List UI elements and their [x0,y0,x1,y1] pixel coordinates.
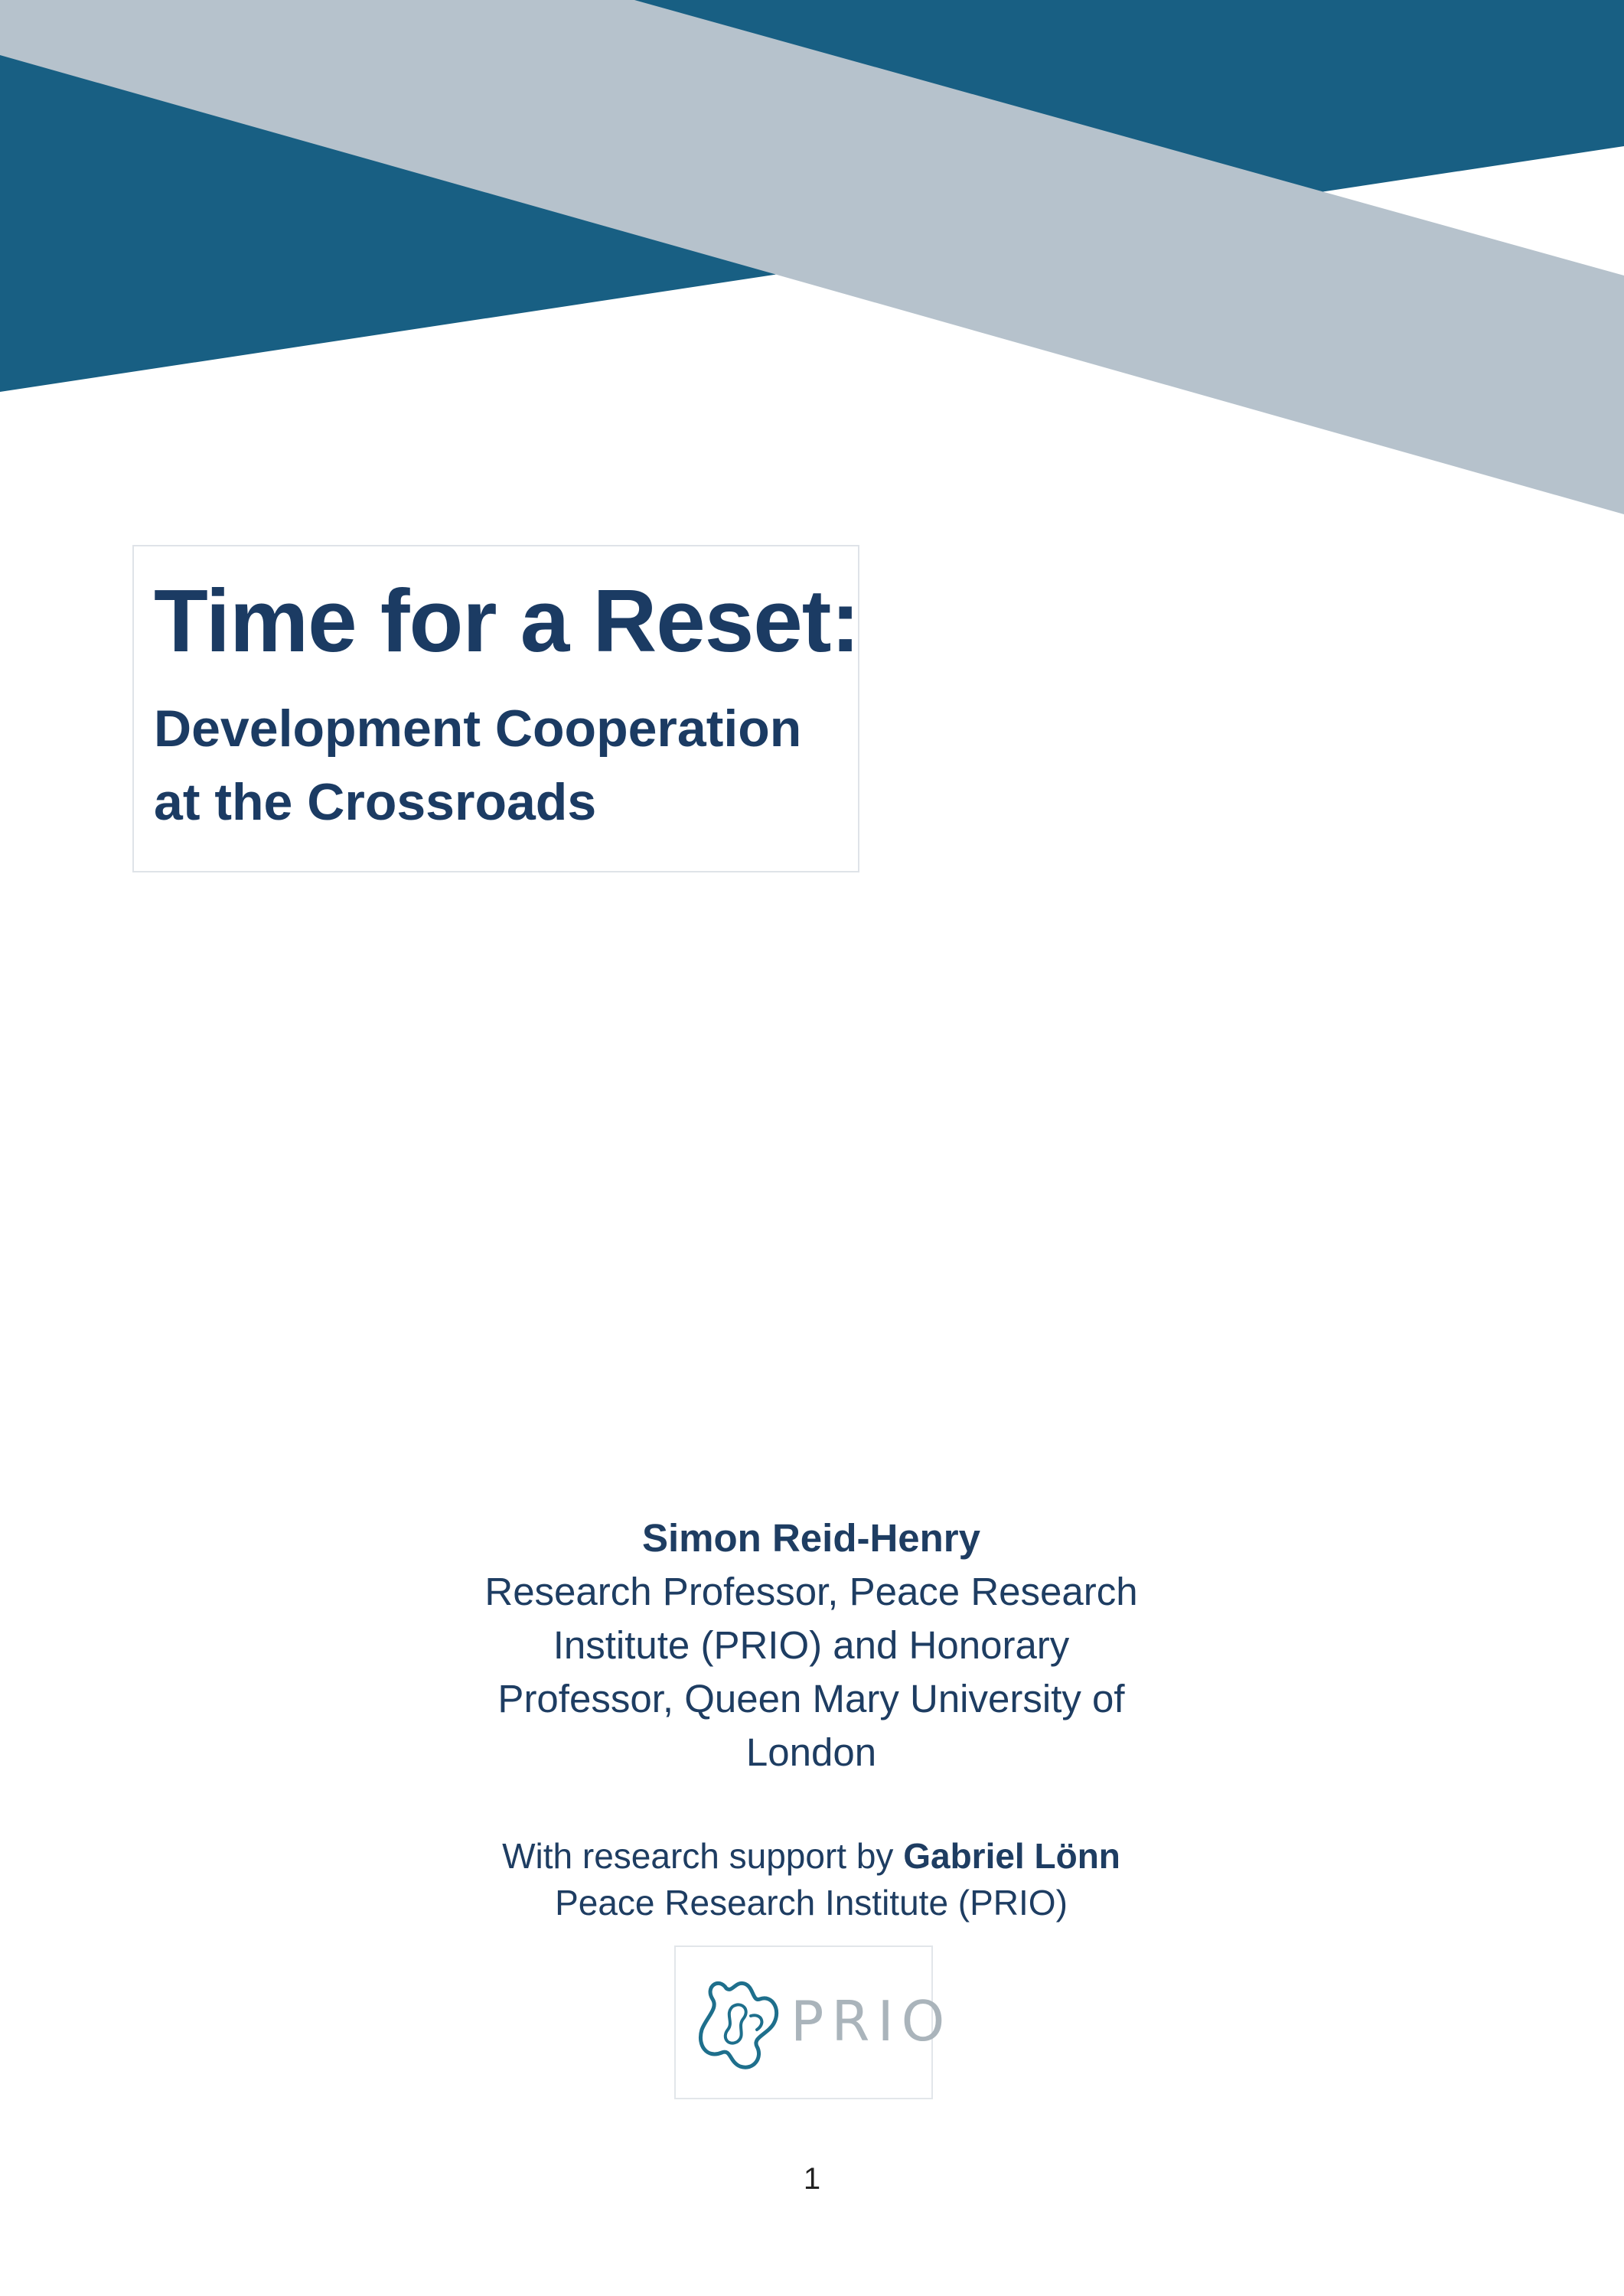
author-affiliation-line: Professor, Queen Mary University of [497,1677,1125,1720]
subtitle-line-1: Development Cooperation [154,700,802,758]
author-affiliation-line: Research Professor, Peace Research [484,1570,1138,1613]
author-name: Simon Reid-Henry [641,1516,981,1560]
research-support-block [429,1833,1194,1926]
author-affiliation-line: London [745,1730,877,1774]
author-affiliation-line: Institute (PRIO) and Honorary [553,1623,1070,1667]
page-number: 1 [803,2162,821,2196]
title-box [132,545,859,872]
research-support-institution: Peace Research Institute (PRIO) [555,1883,1068,1923]
research-support-line [429,1833,1194,1880]
document-subtitle [154,692,843,839]
cover-banner [0,0,1624,536]
research-support-prefix: With research support by [502,1836,904,1876]
research-support-name: Gabriel Lönn [903,1836,1120,1876]
prio-logo-wordmark: PRIO [791,1989,953,2053]
prio-logo [674,1945,953,2099]
author-block [429,1512,1194,1779]
document-title: Time for a Reset: [154,571,860,670]
prio-logo-icon [696,1973,788,2073]
subtitle-line-2: at the Crossroads [154,773,597,831]
